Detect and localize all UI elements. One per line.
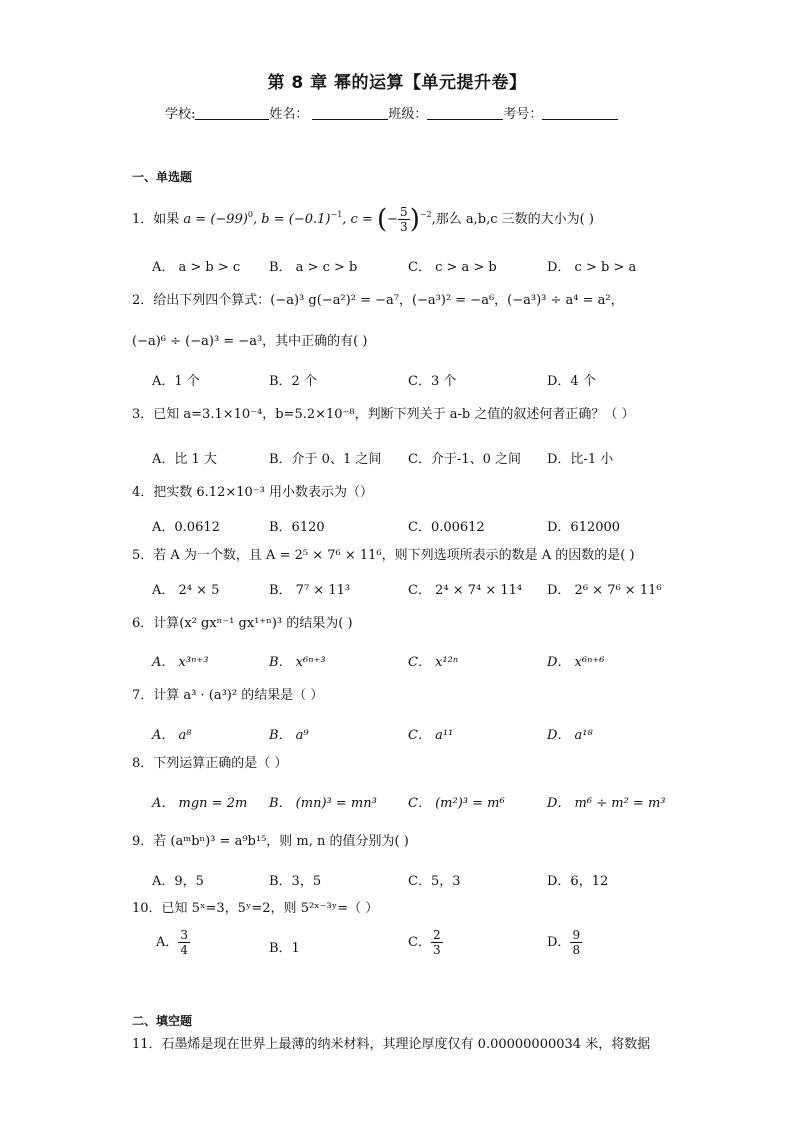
q8-option-c[interactable]: C． (m²)³ = m⁶ <box>408 796 505 811</box>
q1-b-exp: −1 <box>330 210 343 219</box>
q5-option-a[interactable]: A． 2⁴ × 5 <box>152 583 220 598</box>
q1-c-fraction: $\frac{5}{3}$ <box>400 205 408 234</box>
question-10: 10．已知 5ˣ=3，5ʸ=2，则 5²ˣ⁻³ʸ=（ ） <box>132 901 379 916</box>
question-4: 4．把实数 6.12×10⁻³ 用小数表示为（） <box>132 485 373 500</box>
question-5: 5．若 A 为一个数，且 A = 2⁵ × 7⁶ × 11⁶，则下列选项所表示的数是 A 的因数的是( ) <box>132 548 635 563</box>
student-info-row <box>165 103 618 122</box>
q4-option-c[interactable]: C．0.00612 <box>408 520 485 535</box>
name-label: 姓名： <box>269 107 309 122</box>
q1-b-expr: , b = (−0.1) <box>253 212 331 227</box>
school-label: 学校: <box>165 107 196 122</box>
q8-option-b[interactable]: B． (mn)³ = mn³ <box>269 796 377 811</box>
q10-option-b[interactable]: B．1 <box>269 941 300 956</box>
q1-option-d[interactable]: D． c > b > a <box>547 260 637 275</box>
q1-option-b[interactable]: B． a > c > b <box>269 260 358 275</box>
name-blank[interactable] <box>312 106 388 120</box>
question-2-line1: 2．给出下列四个算式：(−a)³ g(−a²)² = −a⁷，(−a³)² = −a⁶，(−a³)³ ÷ a⁴ = a²， <box>132 293 624 308</box>
q4-option-b[interactable]: B．6120 <box>269 520 325 535</box>
q6-option-c[interactable]: C． x¹²ⁿ <box>408 655 459 670</box>
q2-option-b[interactable]: B．2 个 <box>269 374 317 389</box>
question-7: 7．计算 a³ · (a³)² 的结果是（ ） <box>132 688 324 703</box>
q8-option-a[interactable]: A． mgn = 2m <box>152 796 248 811</box>
q1-c-exp: −2 <box>419 210 432 219</box>
q6-option-a[interactable]: A． x³ⁿ⁺³ <box>152 655 209 670</box>
q10-options <box>152 928 672 962</box>
page-title: 第 8 章 幂的运算【单元提升卷】 <box>267 73 527 93</box>
section-fill-blank: 二、填空题 <box>132 1014 193 1028</box>
q10-option-a[interactable]: A． $\frac{3}{4}$ <box>156 928 189 957</box>
q1-a-exp: 0 <box>247 210 254 219</box>
school-blank[interactable] <box>195 106 269 120</box>
q2-option-d[interactable]: D．4 个 <box>547 374 596 389</box>
q1-option-c[interactable]: C． c > a > b <box>408 260 497 275</box>
q6-option-b[interactable]: B． x⁶ⁿ⁺³ <box>269 655 326 670</box>
class-label: 班级： <box>388 107 428 122</box>
q7-option-d[interactable]: D． a¹⁸ <box>547 728 593 743</box>
exam-no-label: 考号： <box>503 107 543 122</box>
section-single-choice: 一、单选题 <box>132 170 193 184</box>
q8-option-d[interactable]: D． m⁶ ÷ m² = m³ <box>547 796 666 811</box>
question-11: 11．石墨烯是现在世界上最薄的纳米材料，其理论厚度仅有 0.00000000034 米，将数据 <box>132 1037 651 1052</box>
q10-option-d[interactable]: D． $\frac{9}{8}$ <box>547 928 581 957</box>
q10-option-c[interactable]: C． $\frac{2}{3}$ <box>408 928 441 957</box>
question-9: 9．若 (aᵐbⁿ)³ = a⁹b¹⁵，则 m, n 的值分别为( ) <box>132 834 409 849</box>
q3-option-b[interactable]: B．介于 0、1 之间 <box>269 452 382 467</box>
q1-c-expr: , c = <box>342 212 377 227</box>
q7-option-b[interactable]: B． a⁹ <box>269 728 309 743</box>
q9-option-a[interactable]: A．9，5 <box>152 874 204 889</box>
q3-option-a[interactable]: A．比 1 大 <box>152 452 217 467</box>
q5-option-c[interactable]: C． 2⁴ × 7⁴ × 11⁴ <box>408 583 523 598</box>
exam-no-blank[interactable] <box>542 106 618 120</box>
q5-option-d[interactable]: D． 2⁶ × 7⁶ × 11⁶ <box>547 583 662 598</box>
q2-option-a[interactable]: A．1 个 <box>152 374 200 389</box>
question-6: 6．计算(x² gxⁿ⁻¹ gx¹⁺ⁿ)³ 的结果为( ) <box>132 616 353 631</box>
q1-a-expr: a = (−99) <box>183 212 248 227</box>
question-3: 3．已知 a=3.1×10⁻⁴，b=5.2×10⁻⁸，判断下列关于 a-b 之值的叙述何者正确？（ ） <box>132 407 635 422</box>
q3-option-d[interactable]: D．比-1 小 <box>547 452 614 467</box>
q9-option-d[interactable]: D．6，12 <box>547 874 609 889</box>
q9-option-b[interactable]: B．3，5 <box>269 874 322 889</box>
q5-option-b[interactable]: B． 7⁷ × 11³ <box>269 583 351 598</box>
q1-option-a[interactable]: A． a > b > c <box>152 260 241 275</box>
q10-d-fraction: $\frac{9}{8}$ <box>572 928 581 957</box>
q6-option-d[interactable]: D． x⁶ⁿ⁺⁶ <box>547 655 605 670</box>
q2-option-c[interactable]: C．3 个 <box>408 374 457 389</box>
q10-c-fraction: $\frac{2}{3}$ <box>432 928 441 957</box>
q3-option-c[interactable]: C．介于-1、0 之间 <box>408 452 522 467</box>
q7-option-c[interactable]: C． a¹¹ <box>408 728 454 743</box>
q4-option-d[interactable]: D．612000 <box>547 520 621 535</box>
q9-option-c[interactable]: C．5，3 <box>408 874 461 889</box>
q1-tail: ,那么 a,b,c 三数的大小为( ) <box>431 212 594 227</box>
q4-option-a[interactable]: A．0.0612 <box>152 520 220 535</box>
question-1: 1．如果 $a = (-99)^0$, $b = (-0.1)^{-1}$, c = (− $\frac{5}{3}$ )$^{-2}$,那么 a,b,c 三数的大小为( ) <box>132 204 594 235</box>
class-blank[interactable] <box>427 106 503 120</box>
q10-a-fraction: $\frac{3}{4}$ <box>180 928 189 957</box>
q1-number: 1．如果 <box>132 212 180 227</box>
question-8: 8．下列运算正确的是（ ） <box>132 756 288 771</box>
question-2-line2: (−a)⁶ ÷ (−a)³ = −a³，其中正确的有( ) <box>132 334 368 349</box>
q7-option-a[interactable]: A． a⁸ <box>152 728 192 743</box>
